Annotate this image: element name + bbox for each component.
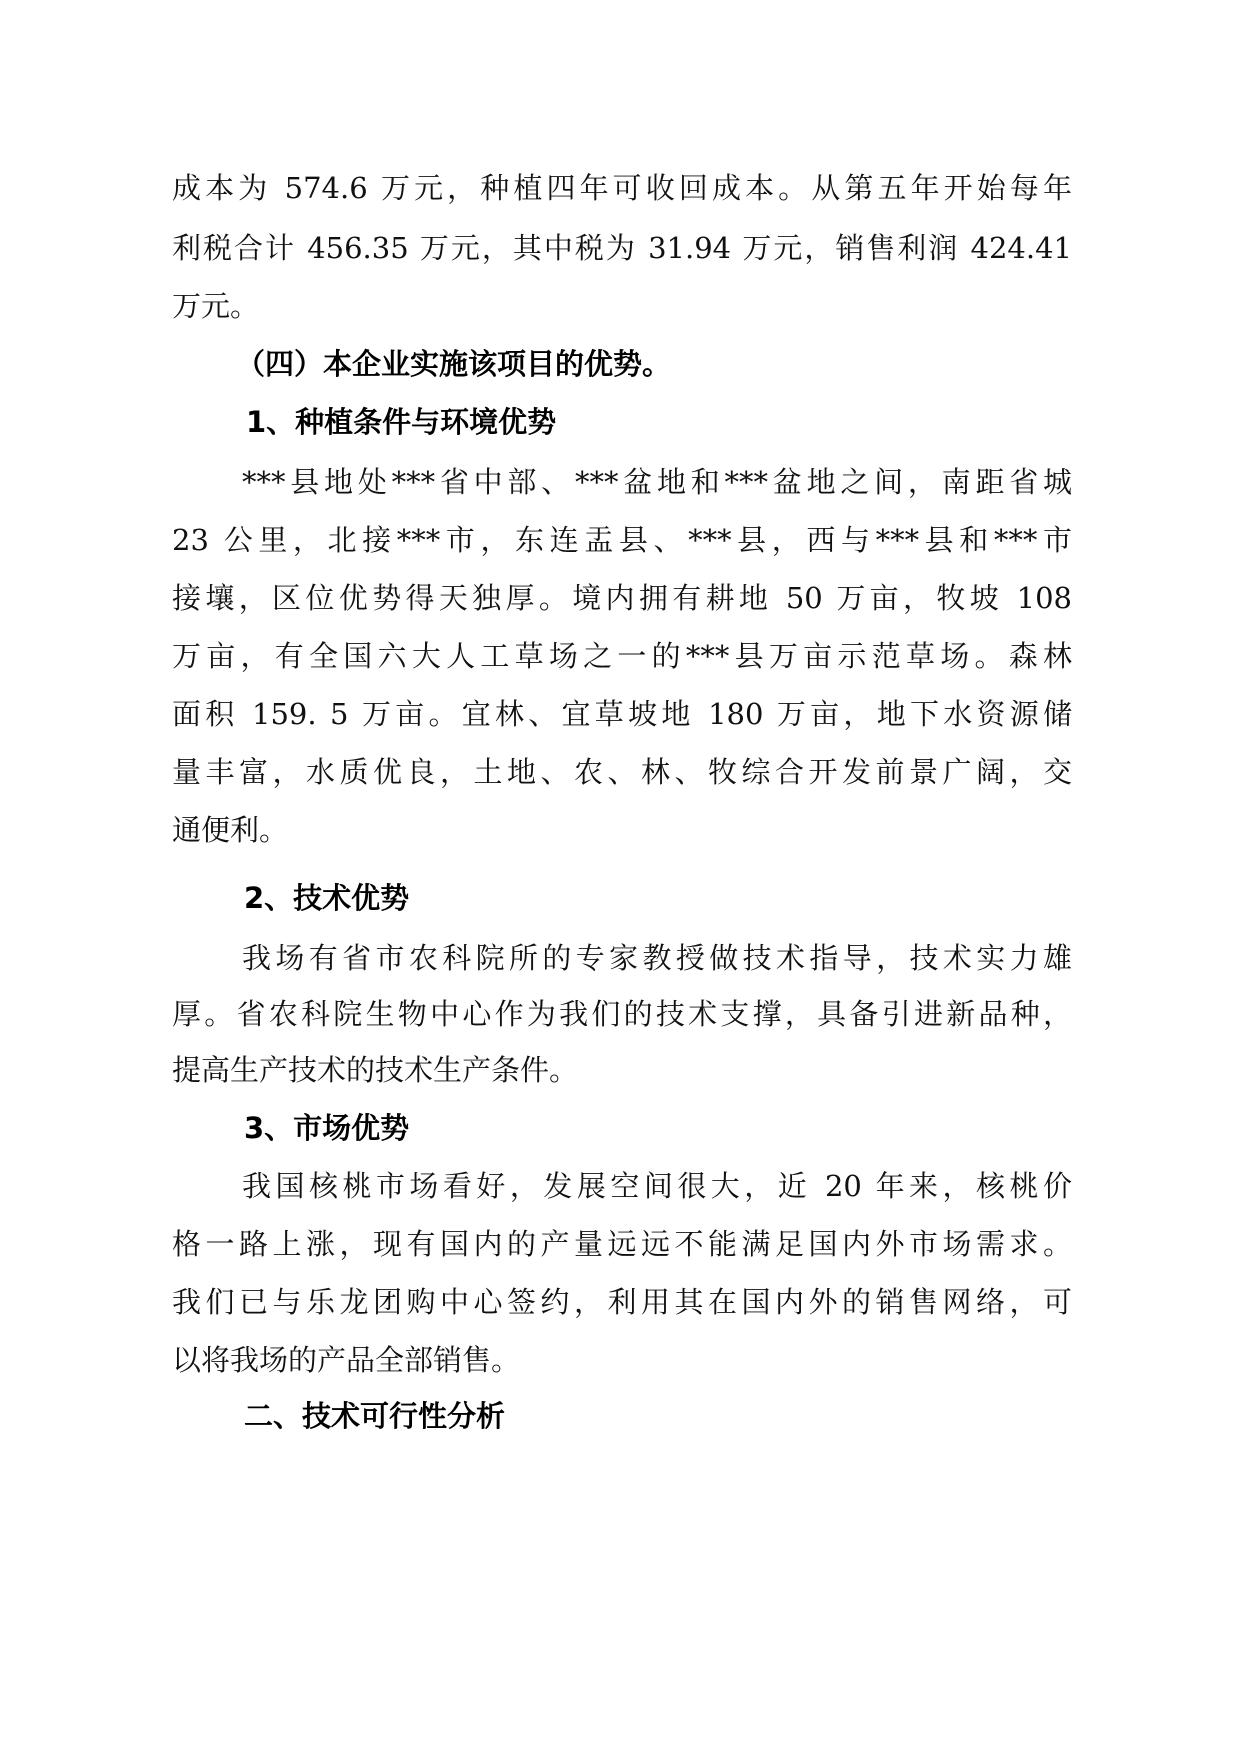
paragraph-line: 格一路上涨，现有国内的产量远远不能满足国内外市场需求。 <box>172 1227 1072 1261</box>
paragraph-line: 成本为 574.6 万元，种植四年可收回成本。从第五年开始每年 <box>172 171 1072 205</box>
paragraph-line: 以将我场的产品全部销售。 <box>172 1343 521 1377</box>
paragraph-line: 我场有省市农科院所的专家教授做技术指导，技术实力雄 <box>242 941 1072 975</box>
paragraph-line: 面积 159. 5 万亩。宜林、宜草坡地 180 万亩，地下水资源储 <box>172 697 1072 731</box>
paragraph-line: 我们已与乐龙团购中心签约，利用其在国内外的销售网络，可 <box>172 1285 1072 1319</box>
paragraph-line: 量丰富，水质优良，土地、农、林、牧综合开发前景广阔，交 <box>172 755 1072 789</box>
paragraph-line: 利税合计 456.35 万元，其中税为 31.94 万元，销售利润 424.41 <box>172 231 1072 265</box>
section-heading: （四）本企业实施该项目的优势。 <box>236 347 672 381</box>
paragraph-line: 提高生产技术的技术生产条件。 <box>172 1053 579 1087</box>
paragraph-line: 23 公里，北接***市，东连盂县、***县，西与***县和***市 <box>172 523 1072 557</box>
section-heading: 二、技术可行性分析 <box>244 1399 506 1433</box>
paragraph-line: 接壤，区位优势得天独厚。境内拥有耕地 50 万亩，牧坡 108 <box>172 581 1072 615</box>
paragraph-line: 万元。 <box>172 289 260 323</box>
paragraph-line: 万亩，有全国六大人工草场之一的***县万亩示范草场。森林 <box>172 639 1072 673</box>
subsection-heading: 3、市场优势 <box>244 1111 410 1145</box>
paragraph-line: 通便利。 <box>172 813 289 847</box>
subsection-heading: 1、种植条件与环境优势 <box>246 405 557 439</box>
paragraph-line: 我国核桃市场看好，发展空间很大，近 20 年来，核桃价 <box>242 1169 1072 1203</box>
subsection-heading: 2、技术优势 <box>244 881 410 915</box>
paragraph-line: 厚。省农科院生物中心作为我们的技术支撑，具备引进新品种， <box>172 997 1072 1031</box>
paragraph-line: ***县地处***省中部、***盆地和***盆地之间，南距省城 <box>242 465 1072 499</box>
